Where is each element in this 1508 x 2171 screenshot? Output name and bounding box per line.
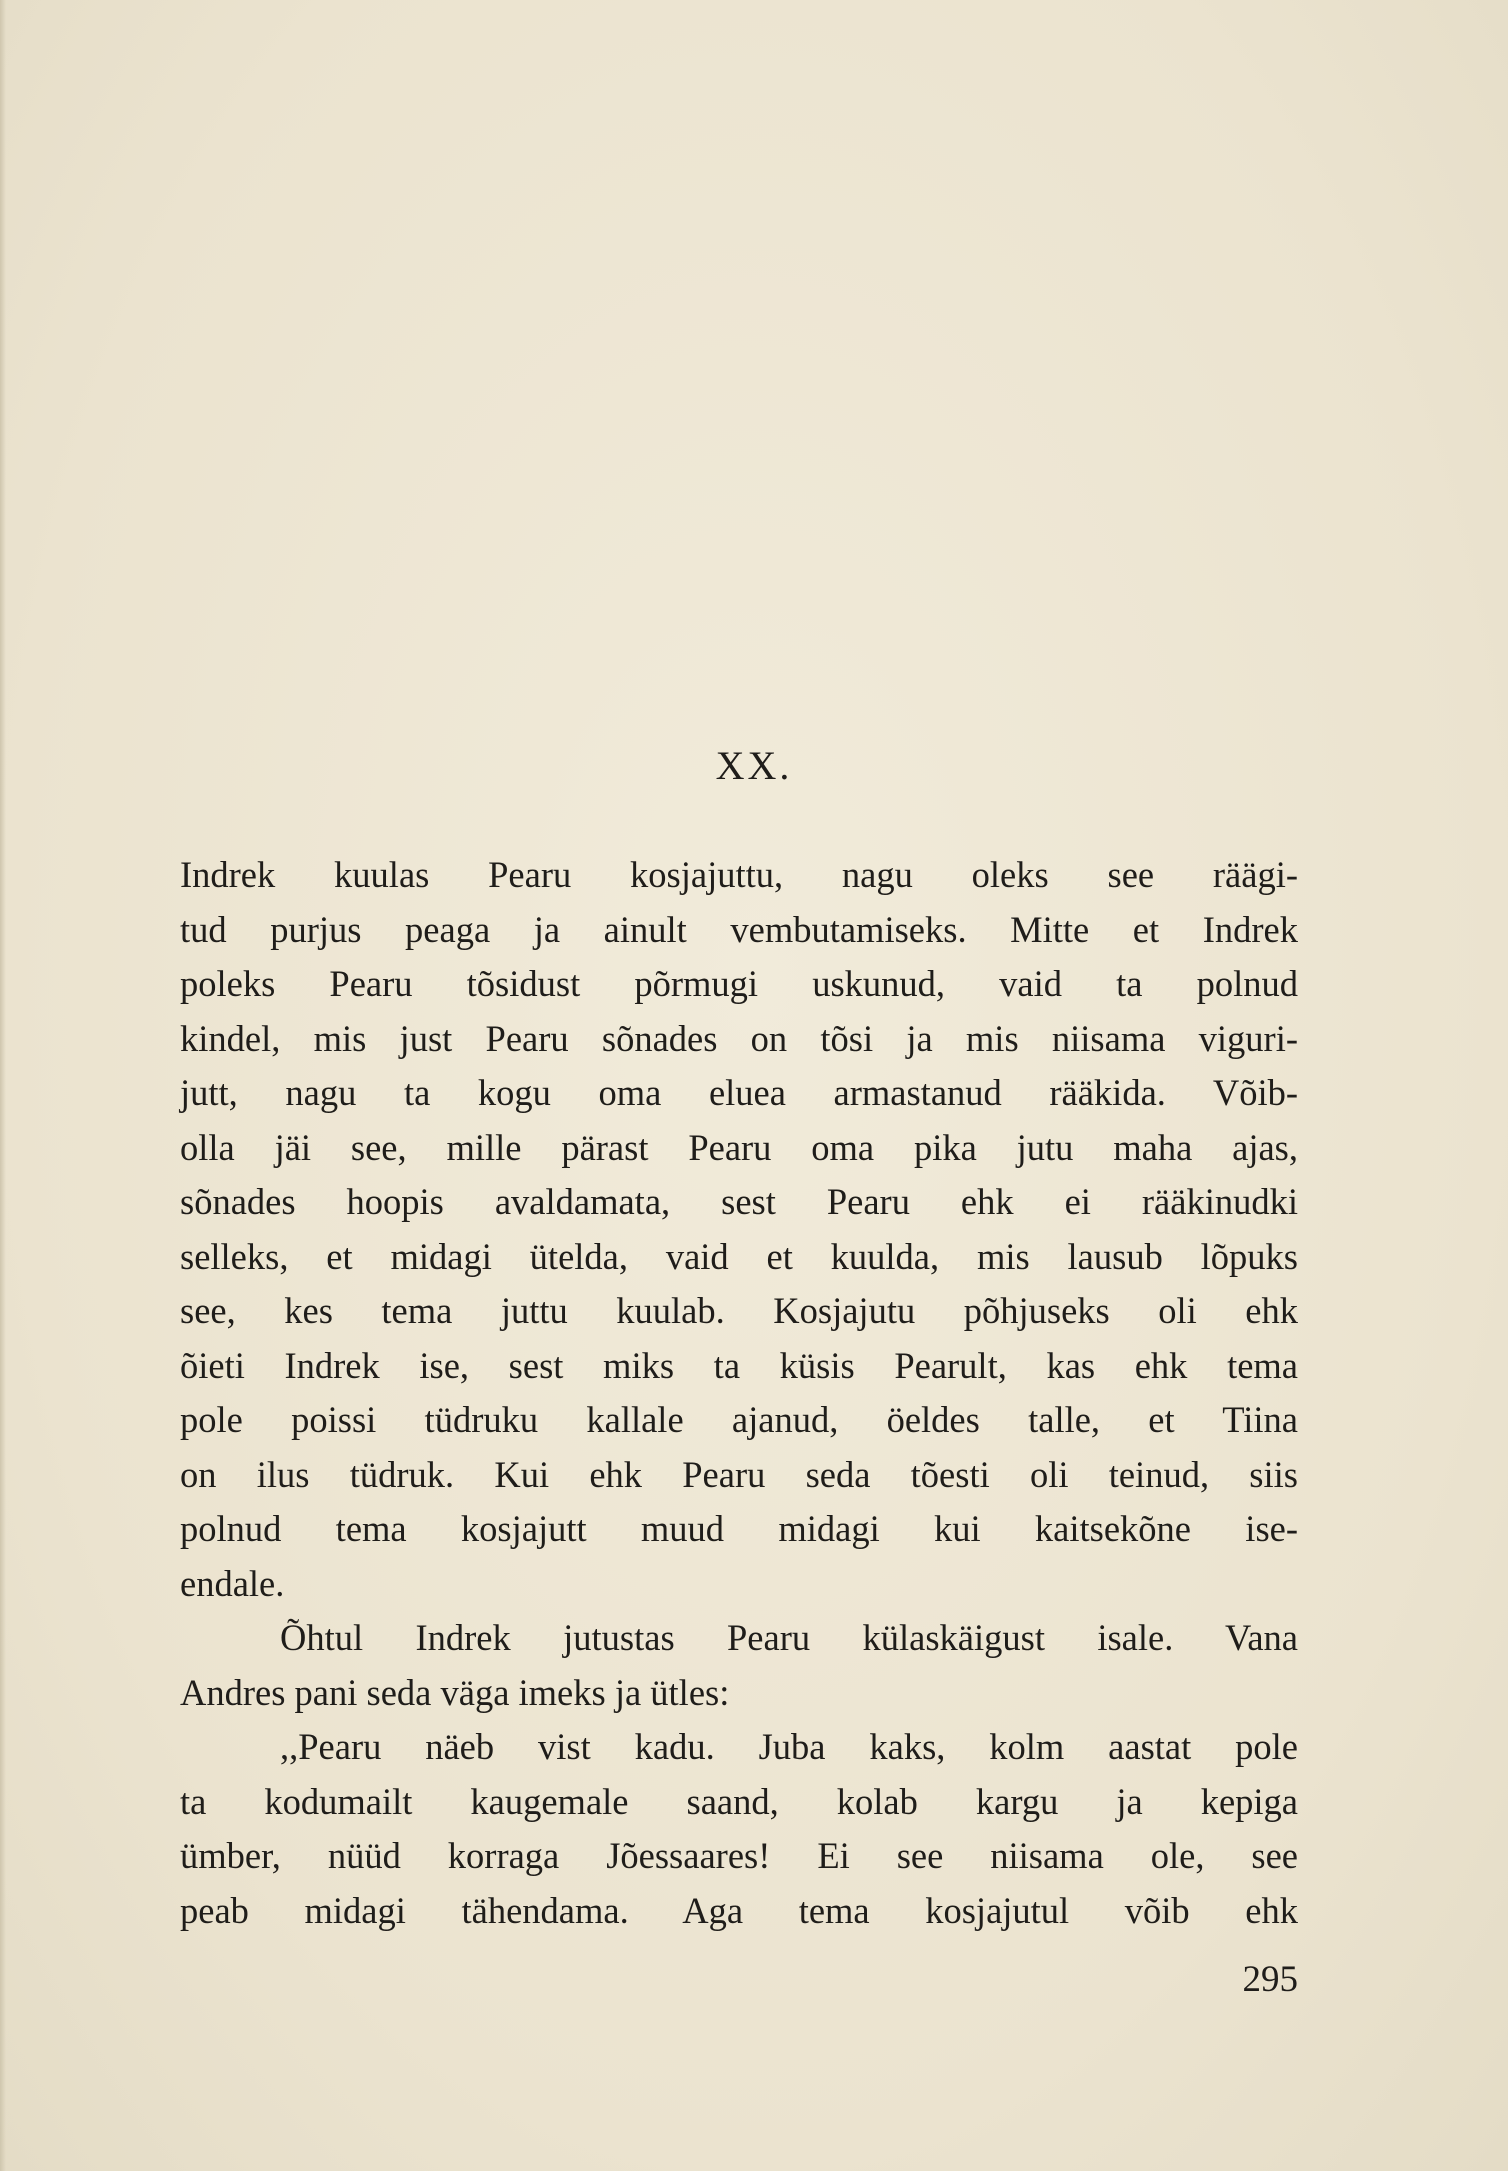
text-line: selleks, et midagi ütelda, vaid et kuulda, mis lausub lõpuks <box>180 1235 1298 1277</box>
text-line: endale. <box>180 1562 285 1604</box>
text-line: tud purjus peaga ja ainult vembutamiseks. Mitte et Indrek <box>180 908 1298 950</box>
text-line: õieti Indrek ise, sest miks ta küsis Pearult, kas ehk tema <box>180 1344 1298 1386</box>
text-line: Õhtul Indrek jutustas Pearu külaskäigust isale. Vana <box>280 1617 1298 1658</box>
text-line: ta kodumailt kaugemale saand, kolab kargu ja kepiga <box>180 1780 1298 1822</box>
text-line: polnud tema kosjajutt muud midagi kui kaitsekõne ise- <box>180 1508 1298 1549</box>
text-line: see, kes tema juttu kuulab. Kosjajutu põhjuseks oli ehk <box>180 1290 1298 1331</box>
text-line: on ilus tüdruk. Kui ehk Pearu seda tõesti oli teinud, siis <box>180 1453 1298 1495</box>
page-binding-edge <box>0 0 6 2171</box>
chapter-heading: XX. <box>715 743 793 788</box>
text-line: pole poissi tüdruku kallale ajanud, öeldes talle, et Tiina <box>180 1399 1298 1440</box>
text-line: Andres pani seda väga imeks ja ütles: <box>180 1671 730 1713</box>
text-line: sõnades hoopis avaldamata, sest Pearu ehk ei rääkinudki <box>180 1181 1298 1222</box>
text-line: ,,Pearu näeb vist kadu. Juba kaks, kolm aastat pole <box>280 1726 1298 1767</box>
text-line: Indrek kuulas Pearu kosjajuttu, nagu oleks see räägi- <box>180 854 1298 895</box>
text-line: olla jäi see, mille pärast Pearu oma pika jutu maha ajas, <box>180 1126 1298 1168</box>
text-line: jutt, nagu ta kogu oma eluea armastanud rääkida. Võib- <box>180 1072 1298 1113</box>
text-line: kindel, mis just Pearu sõnades on tõsi ja mis niisama viguri- <box>180 1017 1298 1059</box>
body-text <box>180 848 1298 1938</box>
text-line: poleks Pearu tõsidust põrmugi uskunud, vaid ta polnud <box>180 963 1298 1004</box>
text-line: peab midagi tähendama. Aga tema kosjajutul võib ehk <box>180 1889 1298 1931</box>
page-number: 295 <box>1242 1959 1298 2000</box>
text-line: ümber, nüüd korraga Jõessaares! Ei see niisama ole, see <box>180 1835 1298 1876</box>
